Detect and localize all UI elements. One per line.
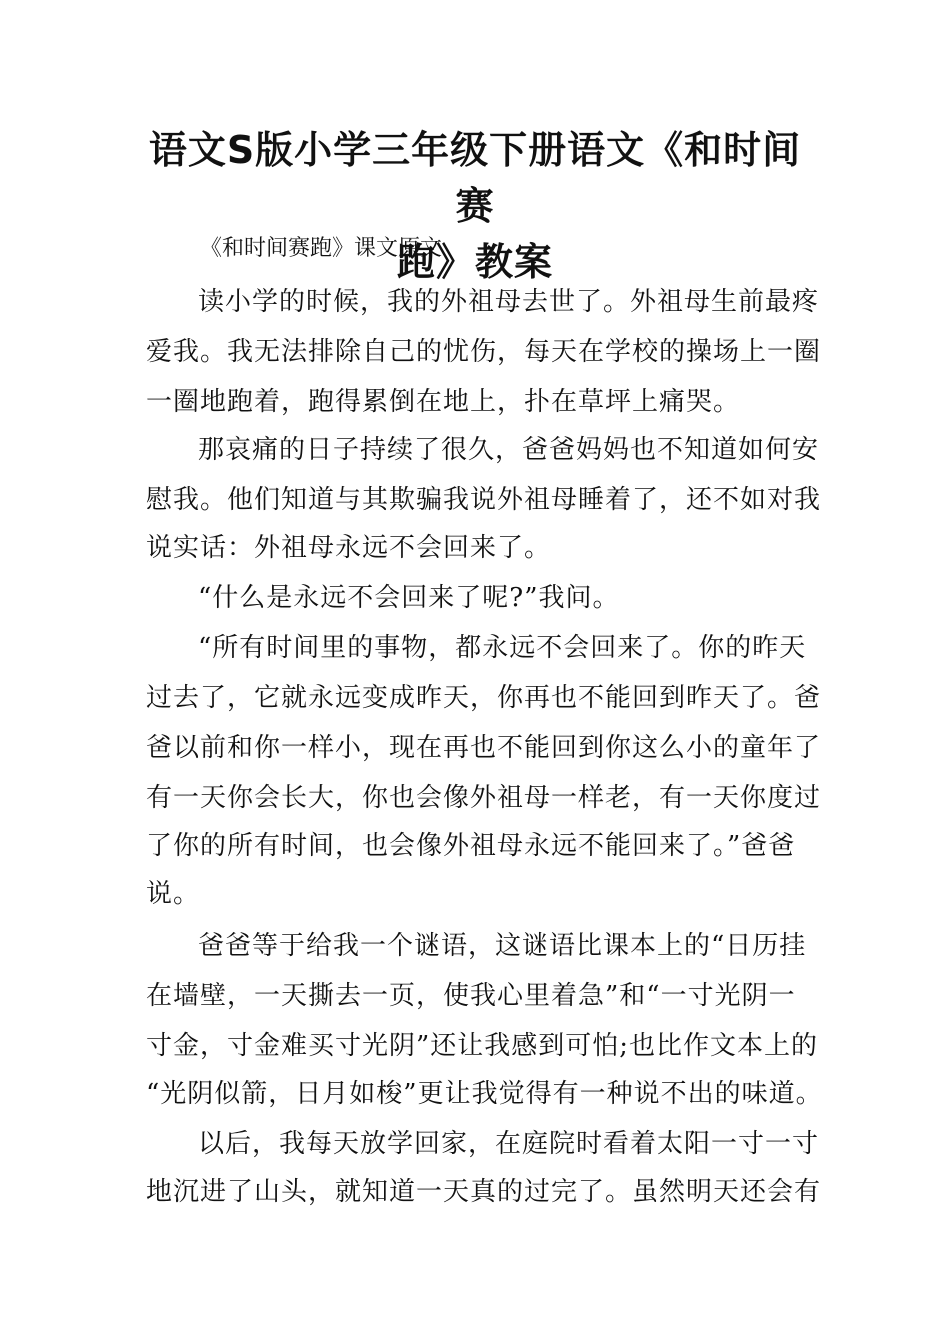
text-line: 有一天你会长大，你也会像外祖母一样老，有一天你度过 bbox=[146, 783, 822, 813]
text-line: “所有时间里的事物，都永远不会回来了。你的昨天 bbox=[198, 633, 807, 663]
text-line: 读小学的时候，我的外祖母去世了。外祖母生前最疼 bbox=[198, 287, 820, 317]
text-line: 以后，我每天放学回家，在庭院时看着太阳一寸一寸 bbox=[198, 1129, 820, 1159]
text-line: “光阴似箭，日月如梭”更让我觉得有一种说不出的味道。 bbox=[146, 1079, 823, 1109]
text-line: 地沉进了山头，就知道一天真的过完了。虽然明天还会有 bbox=[146, 1177, 822, 1207]
text-line: 在墙壁，一天撕去一页，使我心里着急”和“一寸光阴一 bbox=[146, 981, 796, 1011]
text-line: 一圈地跑着，跑得累倒在地上，扑在草坪上痛哭。 bbox=[146, 387, 741, 417]
text-line: 那哀痛的日子持续了很久，爸爸妈妈也不知道如何安 bbox=[198, 435, 820, 465]
text-line: 寸金，寸金难买寸光阴”还让我感到可怕;也比作文本上的 bbox=[146, 1031, 819, 1061]
text-line: 慰我。他们知道与其欺骗我说外祖母睡着了，还不如对我 bbox=[146, 485, 822, 515]
text-line: 说实话：外祖母永远不会回来了。 bbox=[146, 533, 552, 563]
text-line: “什么是永远不会回来了呢?”我问。 bbox=[198, 583, 620, 613]
text-line: 爱我。我无法排除自己的忧伤，每天在学校的操场上一圈 bbox=[146, 337, 822, 367]
title-line-2: 跑》教案 bbox=[396, 240, 553, 284]
text-line: 了你的所有时间，也会像外祖母永远不能回来了。”爸爸 bbox=[146, 831, 796, 861]
text-line: 爸爸等于给我一个谜语，这谜语比课本上的“日历挂 bbox=[198, 931, 807, 961]
text-line: 爸以前和你一样小，现在再也不能回到你这么小的童年了 bbox=[146, 733, 822, 763]
section-heading: 《和时间赛跑》课文原文 bbox=[200, 236, 443, 261]
text-line: 过去了，它就永远变成昨天，你再也不能回到昨天了。爸 bbox=[146, 683, 822, 713]
title-line-1: 语文S版小学三年级下册语文《和时间赛 bbox=[148, 128, 802, 228]
text-line: 说。 bbox=[146, 879, 201, 909]
